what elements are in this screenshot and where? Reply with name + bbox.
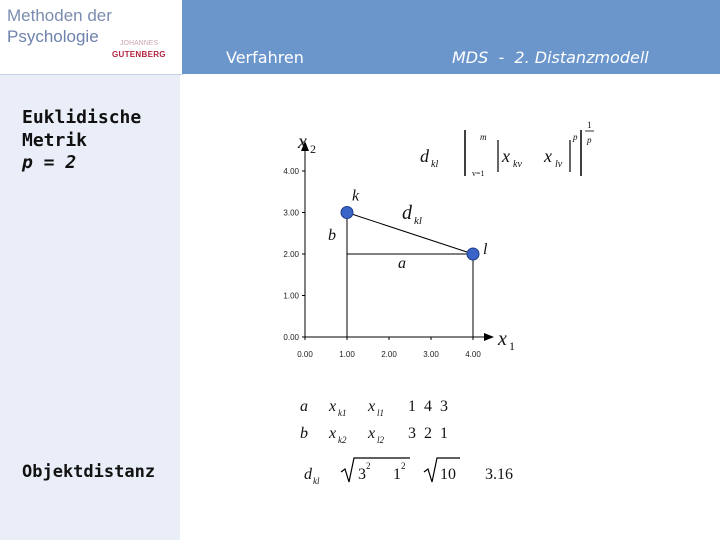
formula-sum-lower: v=1 (472, 169, 485, 178)
row-a-x1-sub: k1 (338, 408, 347, 418)
row-a-x2-sub: l1 (377, 408, 385, 418)
x-tick-label: 3.00 (423, 350, 439, 359)
x-tick-label: 1.00 (339, 350, 355, 359)
y-tick-label: 1.00 (283, 291, 299, 301)
result-square-1: 3 (358, 466, 366, 483)
point-label-k: k (352, 187, 360, 205)
formula-xk: x (502, 146, 510, 166)
segment-label-a: a (398, 255, 406, 272)
result-value: 3.16 (485, 466, 513, 483)
formula-xl-sub: lv (555, 159, 563, 170)
distance-label-sub: kl (414, 215, 422, 227)
x-tick-label: 4.00 (465, 350, 481, 359)
y-tick-label: 0.00 (283, 333, 299, 342)
header-topic: MDS - 2. Distanzmodell (452, 48, 649, 67)
point-l (467, 248, 479, 260)
distance-label-d: d (402, 202, 412, 224)
result-formula (304, 458, 513, 486)
general-formula (420, 120, 594, 178)
row-b-values: 3 2 1 (408, 425, 448, 442)
result-exp-1: 2 (366, 461, 371, 471)
result-square-2: 1 (393, 466, 401, 483)
row-b-x1-sub: k2 (338, 435, 347, 445)
formula-root-p: p (587, 135, 592, 145)
formula-power-p: p (573, 132, 578, 142)
logo-line-2: Psychologie (7, 27, 99, 46)
header-section: Verfahren (226, 48, 304, 67)
y-tick-label: 4.00 (283, 167, 299, 176)
result-d: d (304, 466, 312, 483)
formula-root-one: 1 (587, 120, 592, 130)
row-b-x2: x (368, 425, 376, 442)
y-tick-label: 3.00 (283, 208, 299, 218)
result-exp-2: 2 (401, 461, 406, 471)
x-axis-label-sub: 1 (509, 339, 515, 353)
segment-label-b: b (328, 227, 336, 244)
y-tick-label: 2.00 (283, 250, 299, 259)
formula-xl: x (544, 146, 552, 166)
row-b-x1: x (329, 425, 337, 442)
university-logo: GUTENBERG (112, 50, 166, 59)
result-root: 10 (440, 466, 456, 483)
university-logo-top: JOHANNES (120, 40, 159, 47)
metric-title-line-2: Metrik (22, 130, 88, 151)
point-k (341, 207, 353, 219)
row-b-lhs: b (300, 425, 308, 442)
formula-sum-upper: m (480, 132, 487, 142)
logo-line-1: Methoden der (7, 6, 112, 25)
row-b-x2-sub: l2 (377, 435, 385, 445)
x-ticks (297, 337, 481, 359)
formula-d: d (420, 146, 429, 166)
row-a-x1: x (329, 398, 337, 415)
y-ticks (283, 167, 305, 342)
metric-formula: p = 2 (22, 152, 77, 173)
row-a-lhs: a (300, 398, 308, 415)
row-b-formula (300, 425, 448, 445)
x-tick-label: 0.00 (297, 350, 313, 359)
y-axis-label-sub: 2 (310, 142, 316, 156)
row-a-x2: x (368, 398, 376, 415)
row-a-formula (300, 398, 448, 418)
result-d-sub: kl (313, 476, 320, 486)
point-label-l: l (483, 241, 488, 258)
objektdistanz-label: Objektdistanz (22, 462, 156, 482)
x-axis-label: x (498, 328, 507, 350)
metric-title-line-1: Euklidische (22, 107, 142, 128)
formula-d-sub: kl (431, 159, 439, 170)
row-a-values: 1 4 3 (408, 398, 448, 415)
formula-xk-sub: kv (513, 159, 522, 170)
x-tick-label: 2.00 (381, 350, 397, 359)
distance-triangle (347, 213, 473, 338)
y-axis-label: x (298, 131, 307, 153)
